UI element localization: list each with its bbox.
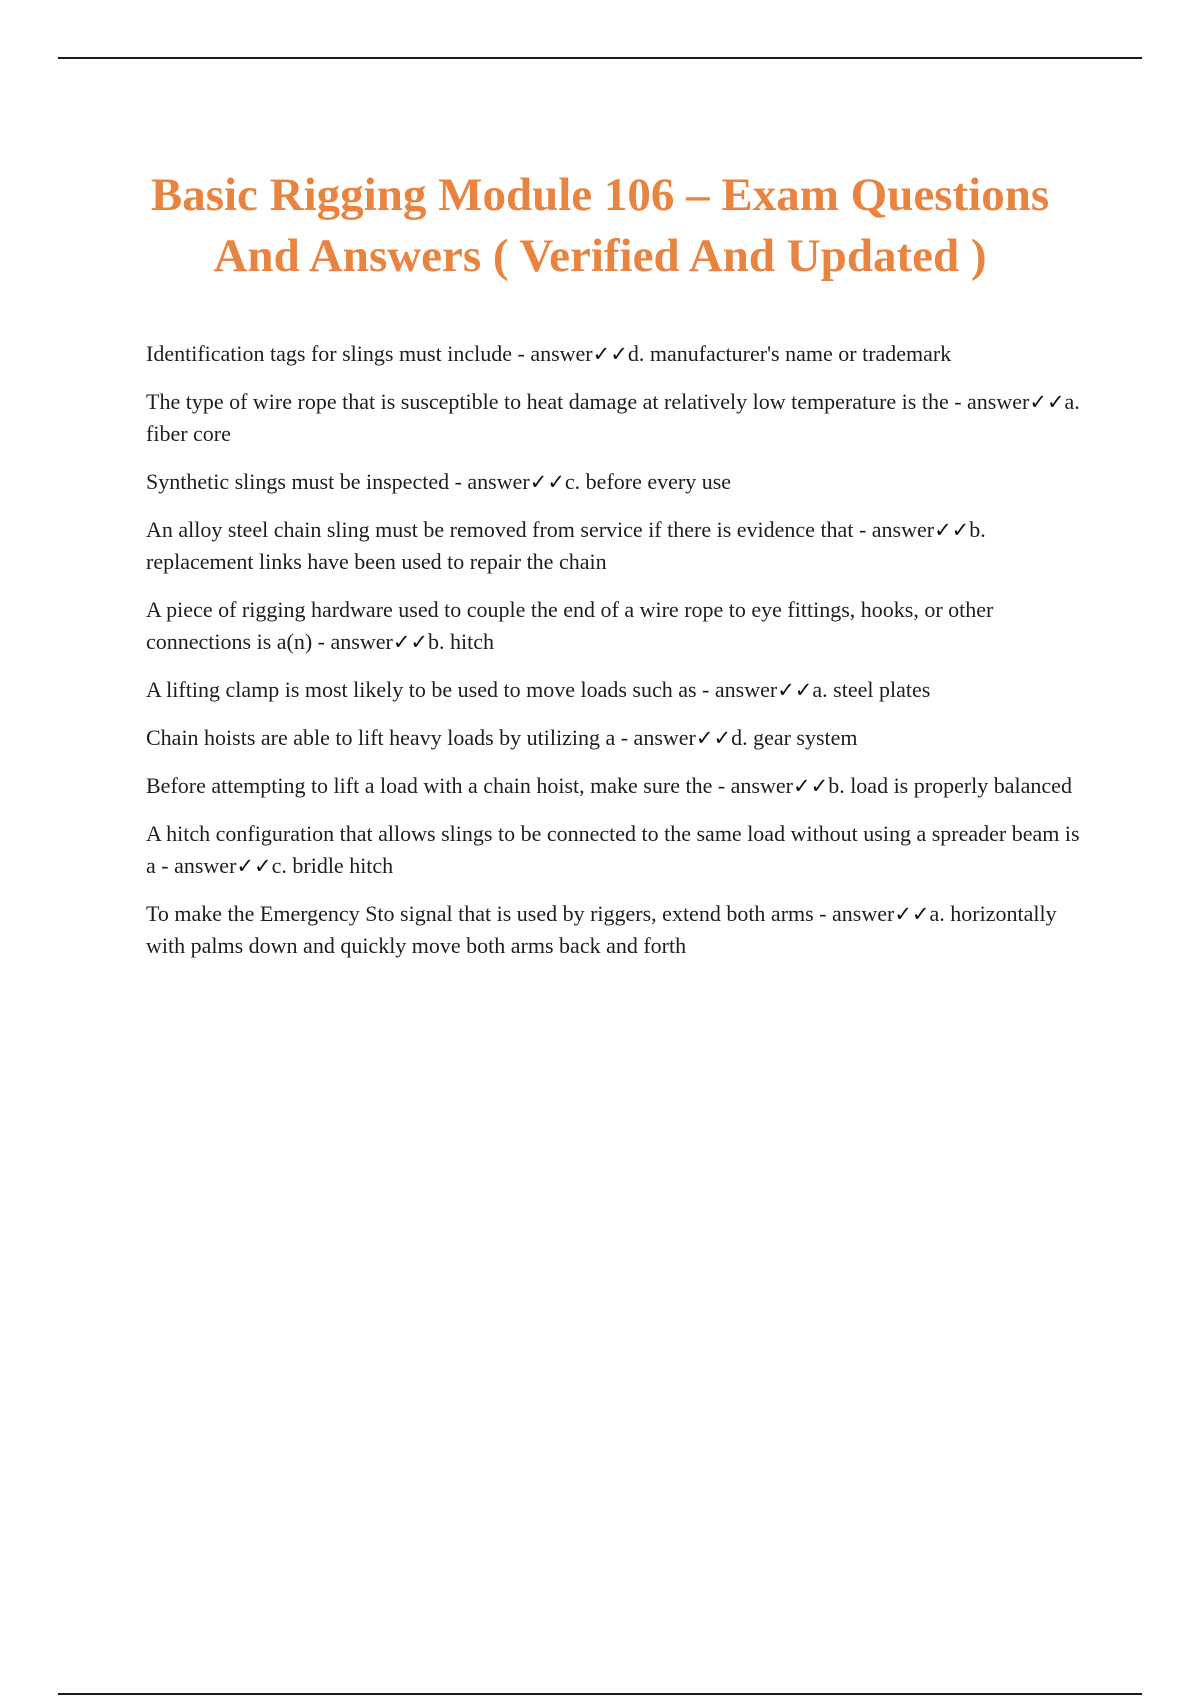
check-icon: ✓✓ (777, 678, 813, 702)
title-line-1: Basic Rigging Module 106 – Exam Questions (150, 169, 1050, 221)
answer-text: a. horizontally with palms down and quickly move both arms back and forth (146, 901, 1057, 958)
question-text: The type of wire rope that is susceptible to heat damage at relatively low temperature is the - answer (146, 389, 1030, 414)
qa-item (146, 386, 1090, 450)
qa-item (146, 594, 1090, 658)
qa-item (146, 514, 1090, 578)
answer-text: b. hitch (428, 629, 495, 654)
answer-text: b. load is properly balanced (828, 773, 1072, 798)
answer-text: a. steel plates (812, 677, 931, 702)
check-icon: ✓✓ (392, 630, 429, 654)
check-icon: ✓✓ (1029, 390, 1065, 414)
question-text: A lifting clamp is most likely to be used to move loads such as - answer (146, 677, 778, 702)
bottom-rule (58, 1693, 1142, 1695)
qa-item (146, 770, 1090, 802)
check-icon: ✓✓ (792, 774, 829, 798)
check-icon: ✓✓ (236, 854, 272, 878)
answer-text: a. fiber core (146, 389, 1080, 446)
question-text: Synthetic slings must be inspected - answer (146, 469, 530, 494)
document-title (100, 165, 1100, 287)
answer-text: c. before every use (564, 469, 732, 494)
qa-item (146, 898, 1090, 962)
question-text: A hitch configuration that allows slings to be connected to the same load without using a spreader beam is a - answer (146, 821, 1080, 878)
check-icon: ✓✓ (592, 342, 628, 366)
qa-list (146, 338, 1090, 978)
question-text: A piece of rigging hardware used to couple the end of a wire rope to eye fittings, hooks, or other connections is a(n) - answer (146, 597, 994, 654)
question-text: Identification tags for slings must include - answer (146, 341, 593, 366)
qa-item (146, 466, 1090, 498)
qa-item (146, 338, 1090, 370)
answer-text: d. manufacturer's name or trademark (627, 341, 952, 366)
check-icon: ✓✓ (529, 470, 565, 494)
check-icon: ✓✓ (934, 518, 970, 542)
question-text: Before attempting to lift a load with a chain hoist, make sure the - answer (146, 773, 793, 798)
qa-item (146, 818, 1090, 882)
question-text: To make the Emergency Sto signal that is used by riggers, extend both arms - answer (146, 901, 895, 926)
answer-text: d. gear system (731, 725, 858, 750)
qa-item (146, 722, 1090, 754)
question-text: An alloy steel chain sling must be removed from service if there is evidence that - answer (146, 517, 935, 542)
qa-item (146, 674, 1090, 706)
answer-text: b. replacement links have been used to repair the chain (146, 517, 986, 574)
check-icon: ✓✓ (695, 726, 732, 750)
answer-text: c. bridle hitch (271, 853, 394, 878)
top-rule (58, 57, 1142, 59)
question-text: Chain hoists are able to lift heavy loads by utilizing a - answer (146, 725, 696, 750)
check-icon: ✓✓ (894, 902, 930, 926)
title-line-2: And Answers ( Verified And Updated ) (213, 230, 987, 282)
